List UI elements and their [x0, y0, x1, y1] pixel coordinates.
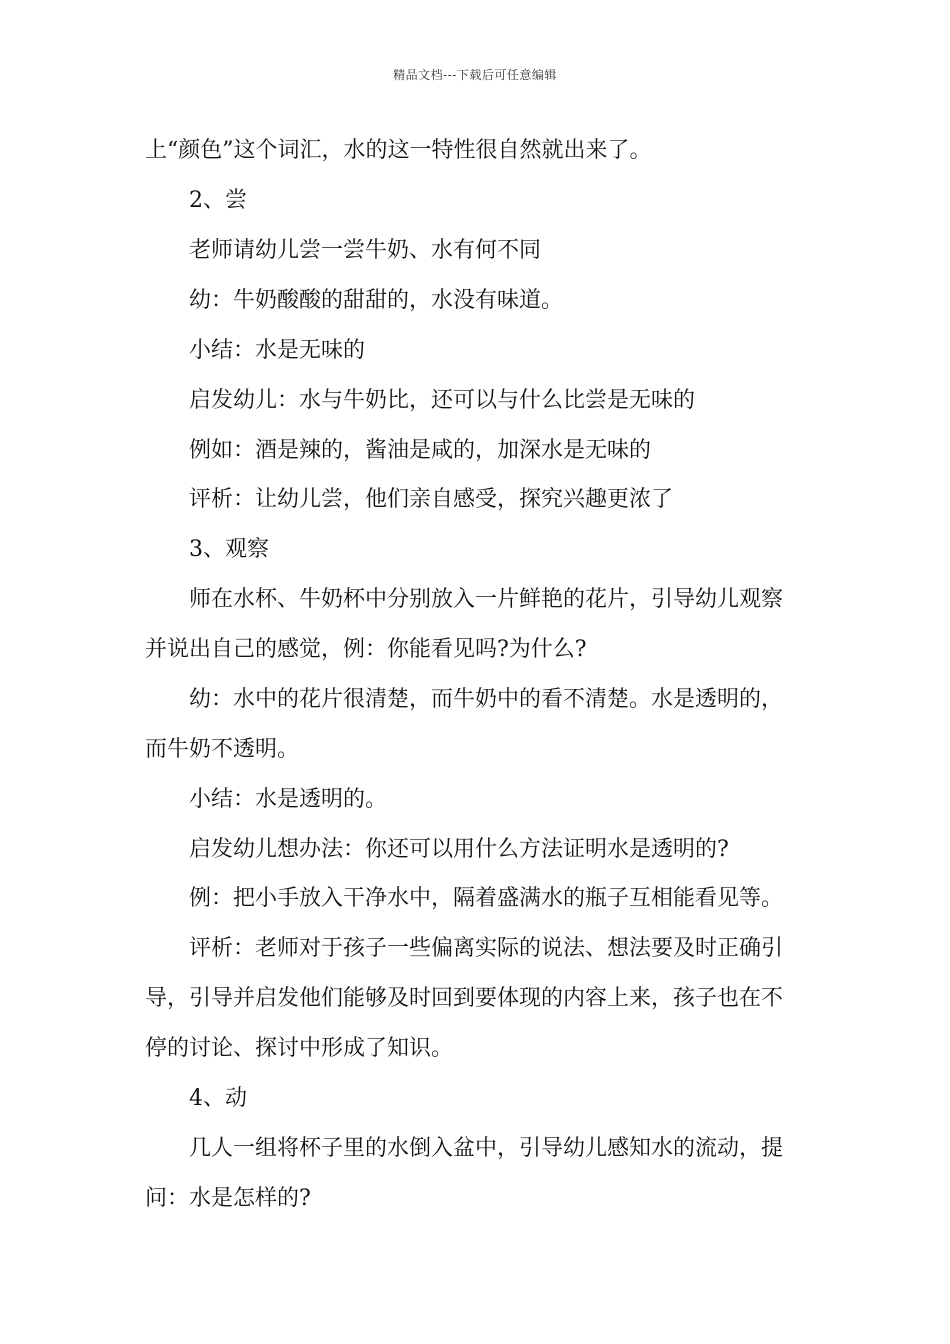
- section-heading: 2、尝: [189, 188, 247, 213]
- body-line: 小结：水是透明的。: [189, 787, 388, 812]
- body-line: 并说出自己的感觉，例：你能看见吗?为什么?: [145, 637, 587, 662]
- body-line: 幼：牛奶酸酸的甜甜的，水没有味道。: [189, 288, 564, 313]
- body-line: 启发幼儿想办法：你还可以用什么方法证明水是透明的?: [189, 837, 729, 862]
- body-line: 导，引导并启发他们能够及时回到要体现的内容上来，孩子也在不: [145, 986, 784, 1011]
- body-line: 幼：水中的花片很清楚，而牛奶中的看不清楚。水是透明的，: [189, 687, 784, 712]
- body-line: 停的讨论、探讨中形成了知识。: [145, 1036, 454, 1061]
- body-line: 问：水是怎样的?: [145, 1186, 311, 1211]
- body-line: 几人一组将杯子里的水倒入盆中，引导幼儿感知水的流动，提: [189, 1136, 784, 1161]
- body-line: 评析：老师对于孩子一些偏离实际的说法、想法要及时正确引: [189, 936, 784, 961]
- body-line: 老师请幼儿尝一尝牛奶、水有何不同: [189, 238, 542, 263]
- body-line: 小结：水是无味的: [189, 338, 366, 363]
- page-header: 精品文档---下载后可任意编辑: [393, 68, 557, 82]
- body-line: 上“颜色”这个词汇，水的这一特性很自然就出来了。: [145, 138, 652, 163]
- body-line: 例：把小手放入干净水中，隔着盛满水的瓶子互相能看见等。: [189, 886, 784, 911]
- body-line: 师在水杯、牛奶杯中分别放入一片鲜艳的花片，引导幼儿观察: [189, 587, 784, 612]
- body-line: 评析：让幼儿尝，他们亲自感受，探究兴趣更浓了: [189, 487, 674, 512]
- section-heading: 4、动: [189, 1086, 247, 1111]
- body-line: 而牛奶不透明。: [145, 737, 300, 762]
- body-line: 启发幼儿：水与牛奶比，还可以与什么比尝是无味的: [189, 388, 696, 413]
- body-line: 例如：酒是辣的，酱油是咸的，加深水是无味的: [189, 438, 652, 463]
- section-heading: 3、观察: [189, 537, 269, 562]
